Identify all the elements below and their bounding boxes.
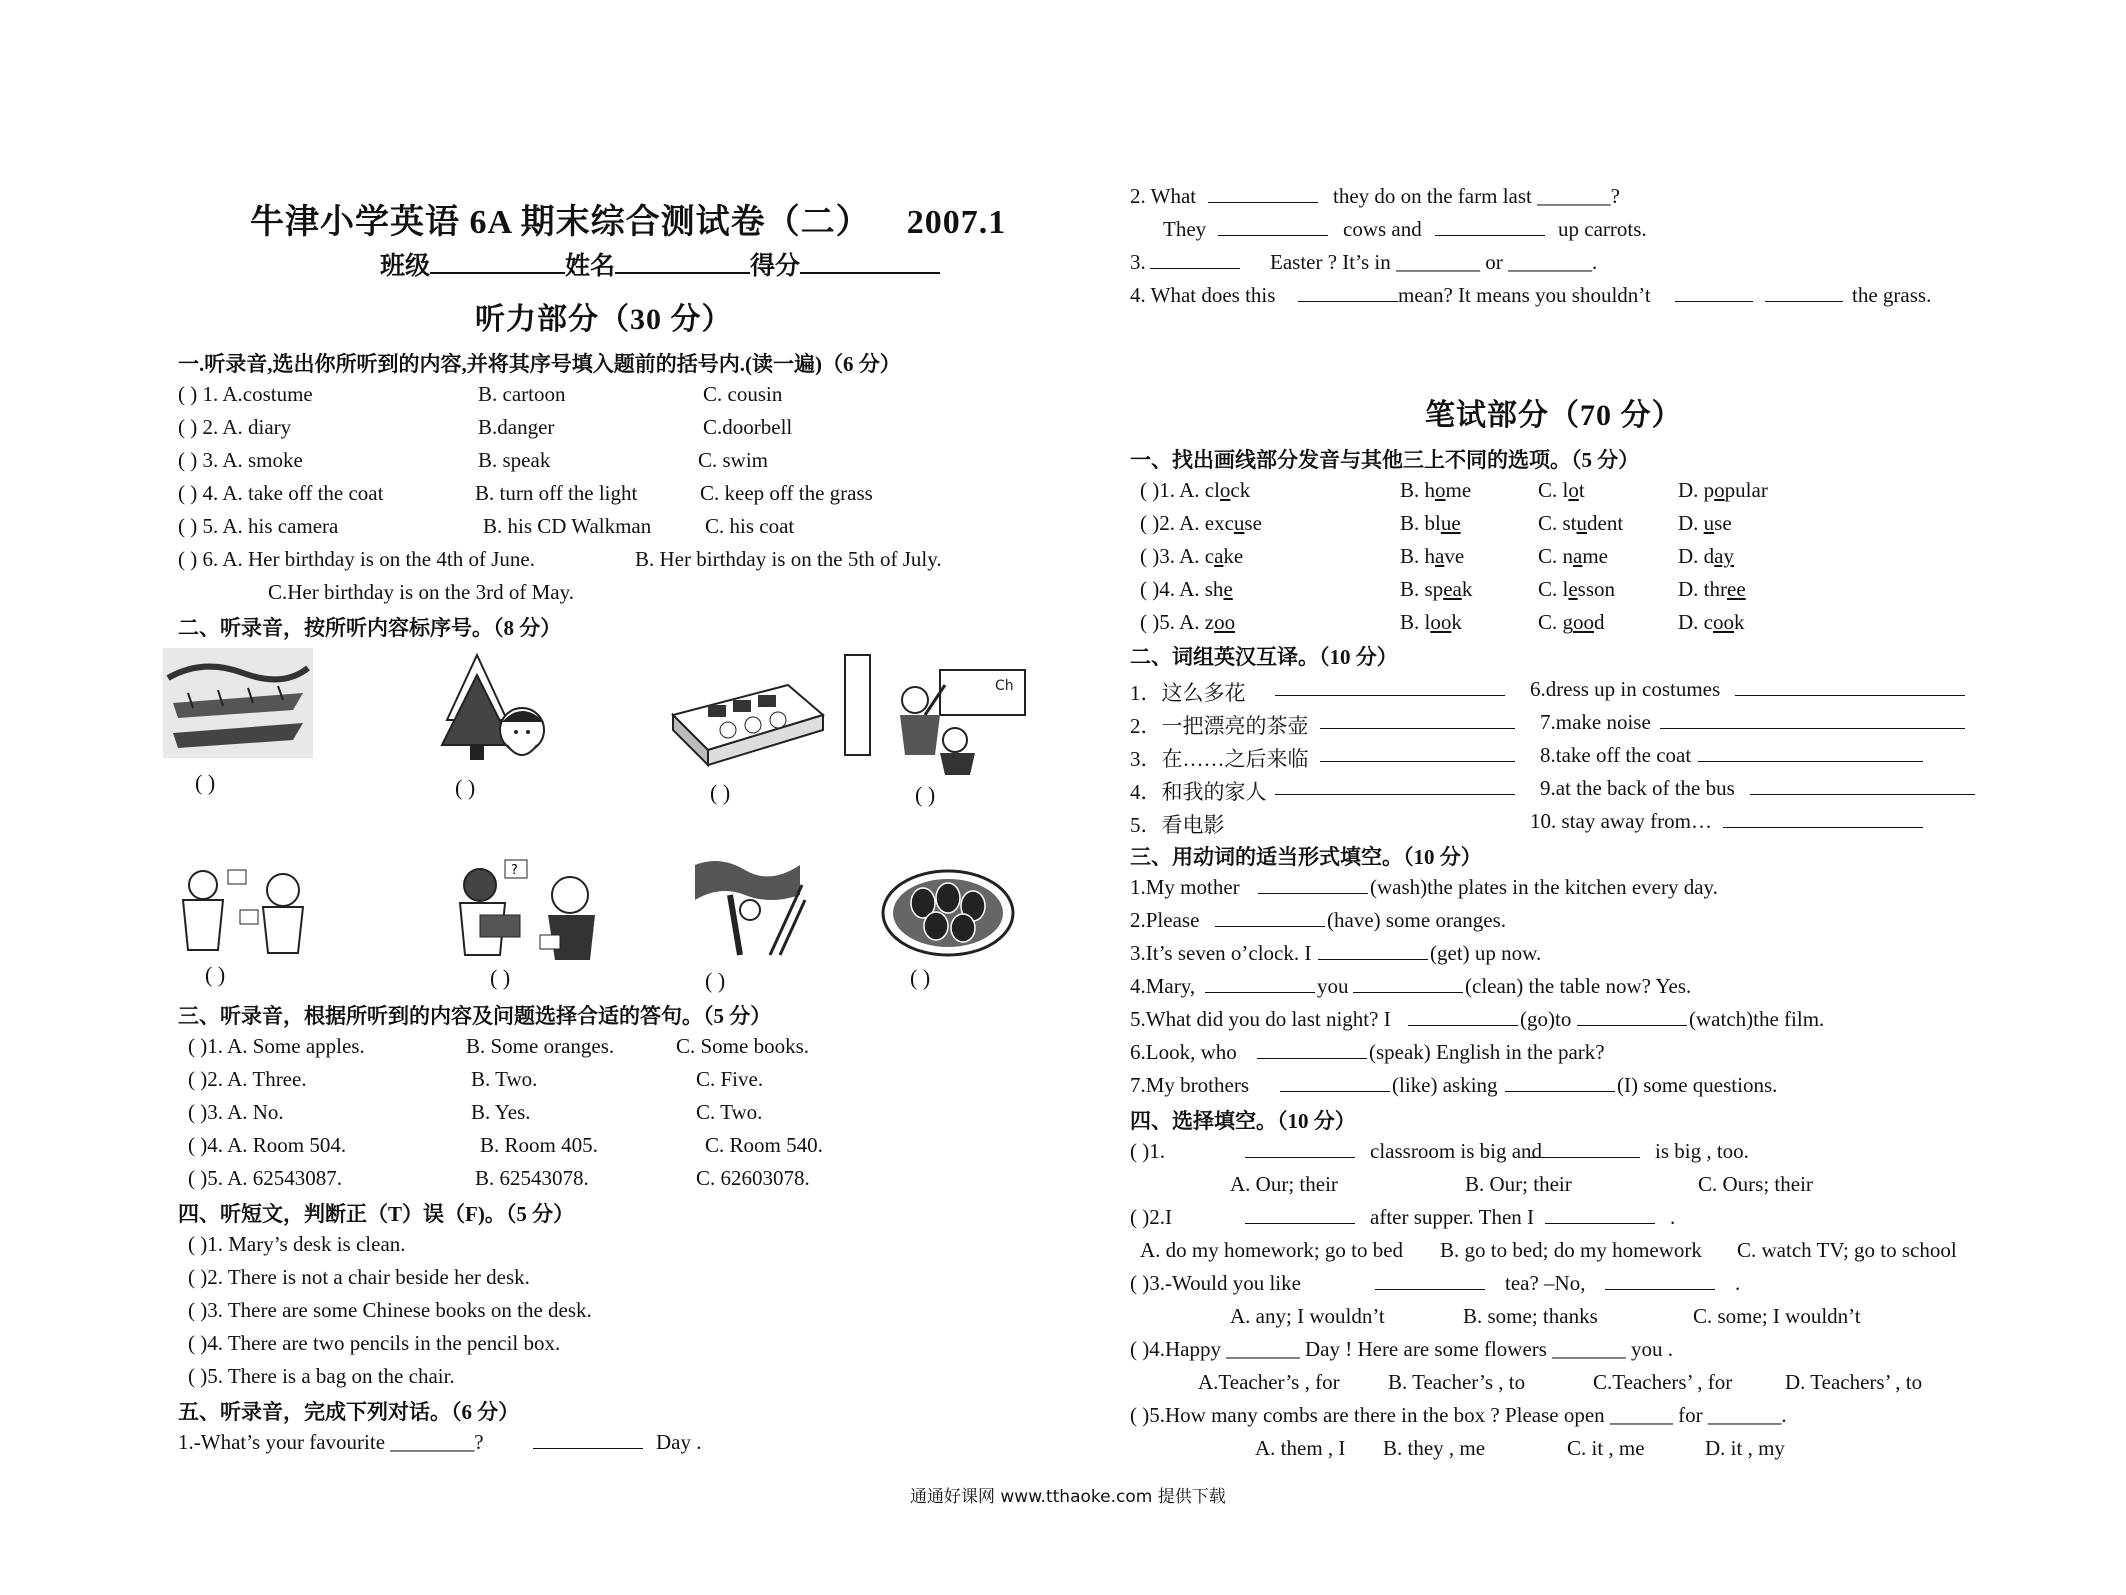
class-blank: [430, 248, 565, 274]
w4-q1-blank2: [1530, 1139, 1640, 1158]
l1-row-3-c: C. swim: [698, 448, 769, 472]
w4-q3-c: .: [1735, 1271, 1741, 1295]
l5-q4-blank2: [1675, 283, 1753, 302]
gift-giving-picture: [450, 855, 610, 960]
w4-q3-a: ( )3.-Would you like: [1130, 1271, 1301, 1295]
l5-q4-b: mean? It means you shouldn’t: [1398, 283, 1651, 307]
w2-row-1-blank-left: [1275, 677, 1505, 696]
w1-row-2-d: D. use: [1678, 511, 1732, 535]
w1-row-1-d: D. popular: [1678, 478, 1768, 502]
w2-row-5-blank-right: [1723, 809, 1923, 828]
writing-part2-title: 二、词组英汉互译。（10 分）: [1130, 645, 1398, 669]
name-blank: [615, 248, 750, 274]
l4-row-5: ( )5. There is a bag on the chair.: [188, 1364, 455, 1388]
w4-q2-blank1: [1245, 1205, 1355, 1224]
listening-heading: 听力部分（30 分）: [475, 303, 733, 336]
l5-q3-a: 3.: [1130, 250, 1146, 274]
l3-row-5-a: ( )5. A. 62543087.: [188, 1166, 342, 1190]
people-talking-picture: [168, 855, 318, 955]
w1-row-5-b: B. look: [1400, 610, 1462, 634]
w2-row-1-right: 6.dress up in costumes: [1530, 677, 1721, 701]
w3-row-7-a: 7.My brothers: [1130, 1073, 1249, 1097]
w3-row-5-c: (watch)the film.: [1689, 1007, 1825, 1031]
l3-row-2-a: ( )2. A. Three.: [188, 1067, 307, 1091]
w4-q1-opt-c: C. Ours; their: [1698, 1172, 1813, 1196]
l5-q4-blank3: [1765, 283, 1843, 302]
w1-row-5-a: ( )5. A. zoo: [1140, 610, 1236, 634]
picture-4-answer: ( ): [915, 782, 936, 807]
l4-row-2: ( )2. There is not a chair beside her desk.: [188, 1265, 530, 1289]
l1-row-2-a: ( ) 2. A. diary: [178, 415, 292, 439]
w2-row-2-left: 2．一把漂亮的茶壶: [1130, 714, 1309, 738]
w3-row-6-a: 6.Look, who: [1130, 1040, 1237, 1064]
christmas-picture: [432, 650, 552, 770]
picture-6-answer: ( ): [490, 965, 511, 990]
l4-row-3: ( )3. There are some Chinese books on the desk.: [188, 1298, 592, 1322]
name-label: 姓名: [565, 253, 616, 280]
chocolate-box-picture: [668, 675, 828, 765]
w4-q4: ( )4.Happy _______ Day ! Here are some flowers _______ you .: [1130, 1337, 1673, 1361]
w4-q5: ( )5.How many combs are there in the box ? Please open ______ for _______.: [1130, 1403, 1787, 1427]
w1-row-5-c: C. good: [1538, 610, 1605, 634]
w1-row-1-c: C. lot: [1538, 478, 1585, 502]
picture-1-answer: ( ): [195, 770, 216, 795]
fruit-basket-picture: [878, 858, 1018, 958]
listening-part3-title: 三、听录音，根据所听到的内容及问题选择合适的答句。（5 分）: [178, 1004, 772, 1028]
w4-q2-opt-b: B. go to bed; do my homework: [1440, 1238, 1702, 1262]
w2-row-2-blank-left: [1320, 710, 1515, 729]
w2-row-1-left: 1．这么多花: [1130, 681, 1246, 705]
w4-q3-opt-c: C. some; I wouldn’t: [1693, 1304, 1861, 1328]
w2-row-3-left: 3．在……之后来临: [1130, 747, 1309, 771]
student-info-row: [380, 246, 940, 282]
w2-row-1-blank-right: [1735, 677, 1965, 696]
w3-row-4-a: 4.Mary,: [1130, 974, 1196, 998]
listening-part5-title: 五、听录音，完成下列对话。（6 分）: [178, 1400, 520, 1424]
picture-7-answer: ( ): [705, 968, 726, 993]
writing-part1-title: 一、找出画线部分发音与其他三上不同的选项。（5 分）: [1130, 448, 1640, 472]
listening-part2-title: 二、听录音，按所听内容标序号。（8 分）: [178, 616, 562, 640]
score-label: 得分: [750, 253, 801, 280]
l5-q3-b: Easter ? It’s in ________ or ________.: [1270, 250, 1598, 274]
w4-q1-opt-b: B. Our; their: [1465, 1172, 1572, 1196]
w3-row-3-b: (get) up now.: [1430, 941, 1542, 965]
w4-q2-c: .: [1670, 1205, 1676, 1229]
w3-row-1-b: (wash)the plates in the kitchen every day.: [1370, 875, 1718, 899]
w2-row-4-right: 9.at the back of the bus: [1540, 776, 1735, 800]
w2-row-4-left: 4．和我的家人: [1130, 780, 1267, 804]
w3-row-6-b: (speak) English in the park?: [1369, 1040, 1605, 1064]
l3-row-3-c: C. Two.: [696, 1100, 763, 1124]
w3-row-1-blank: [1258, 875, 1368, 894]
l5-q2-e: up carrots.: [1558, 217, 1647, 241]
w2-row-4-blank-right: [1750, 776, 1975, 795]
w4-q1-a: ( )1.: [1130, 1139, 1165, 1163]
l1-row-1-a: ( ) 1. A.costume: [178, 382, 313, 406]
l3-row-5-c: C. 62603078.: [696, 1166, 810, 1190]
l3-row-1-c: C. Some books.: [676, 1034, 810, 1058]
w4-q1-blank1: [1245, 1139, 1355, 1158]
w1-row-2-b: B. blue: [1400, 511, 1461, 535]
listening-part4-title: 四、听短文，判断正（T）误（F)。（5 分）: [178, 1202, 575, 1226]
l3-row-2-c: C. Five.: [696, 1067, 764, 1091]
w2-row-3-blank-left: [1320, 743, 1515, 762]
l3-row-4-a: ( )4. A. Room 504.: [188, 1133, 347, 1157]
l1-row-2-c: C.doorbell: [703, 415, 793, 439]
w4-q2-b: after supper. Then I: [1370, 1205, 1535, 1229]
listening-part1-title: 一.听录音,选出你所听到的内容,并将其序号填入题前的括号内.(读一遍)（6 分）: [178, 352, 901, 376]
picture-2-answer: ( ): [455, 775, 476, 800]
l3-row-2-b: B. Two.: [471, 1067, 538, 1091]
l1-row-6-c: C.Her birthday is on the 3rd of May.: [268, 580, 574, 604]
w3-row-2-b: (have) some oranges.: [1327, 908, 1507, 932]
l5-q4-c: the grass.: [1852, 283, 1932, 307]
writing-heading: 笔试部分（70 分）: [1425, 399, 1683, 432]
tree-climbing-picture: [690, 855, 805, 960]
w3-row-5-blank2: [1577, 1007, 1687, 1026]
w3-row-2-blank: [1215, 908, 1325, 927]
score-blank: [800, 248, 940, 274]
l5-q2-a: 2. What: [1130, 184, 1197, 208]
w2-row-4-blank-left: [1275, 776, 1515, 795]
l1-row-3-b: B. speak: [478, 448, 551, 472]
w4-q5-opt-a: A. them , I: [1255, 1436, 1346, 1460]
title-year: 2007.1: [906, 204, 1007, 241]
w3-row-3-blank: [1318, 941, 1428, 960]
l3-row-3-b: B. Yes.: [471, 1100, 531, 1124]
w4-q2-opt-a: A. do my homework; go to bed: [1140, 1238, 1404, 1262]
w4-q5-opt-c: C. it , me: [1567, 1436, 1645, 1460]
w4-q3-blank1: [1375, 1271, 1485, 1290]
w1-row-4-a: ( )4. A. she: [1140, 577, 1233, 601]
l3-row-1-a: ( )1. A. Some apples.: [188, 1034, 365, 1058]
w2-row-5-right: 10. stay away from…: [1530, 809, 1712, 833]
l1-row-6-a: ( ) 6. A. Her birthday is on the 4th of June.: [178, 547, 535, 571]
l3-row-4-c: C. Room 540.: [705, 1133, 823, 1157]
l5-q2-b: they do on the farm last _______?: [1333, 184, 1620, 208]
w1-row-4-d: D. three: [1678, 577, 1746, 601]
w4-q4-opt-b: B. Teacher’s , to: [1388, 1370, 1526, 1394]
l5-q2-blank3: [1435, 217, 1545, 236]
w4-q2-blank2: [1545, 1205, 1655, 1224]
w1-row-3-a: ( )3. A. cake: [1140, 544, 1244, 568]
l5-q3-blank: [1150, 250, 1240, 269]
w4-q3-opt-a: A. any; I wouldn’t: [1230, 1304, 1385, 1328]
w1-row-1-a: ( )1. A. clock: [1140, 478, 1251, 502]
w4-q3-opt-b: B. some; thanks: [1463, 1304, 1598, 1328]
l1-row-5-b: B. his CD Walkman: [483, 514, 652, 538]
w2-row-2-right: 7.make noise: [1540, 710, 1651, 734]
w4-q3-b: tea? –No,: [1505, 1271, 1586, 1295]
class-label: 班级: [380, 253, 431, 280]
w3-row-4-c: (clean) the table now? Yes.: [1465, 974, 1692, 998]
l4-row-1: ( )1. Mary’s desk is clean.: [188, 1232, 406, 1256]
l3-row-3-a: ( )3. A. No.: [188, 1100, 284, 1124]
w4-q2-opt-c: C. watch TV; go to school: [1737, 1238, 1957, 1262]
l5-q4-blank1: [1298, 283, 1398, 302]
w3-row-4-blank1: [1205, 974, 1315, 993]
w1-row-4-c: C. lesson: [1538, 577, 1616, 601]
w1-row-3-d: D. day: [1678, 544, 1734, 568]
footer-credit: 通通好课网 www.tthaoke.com 提供下载: [910, 1487, 1226, 1507]
w3-row-7-b: (like) asking: [1392, 1073, 1498, 1097]
w4-q5-opt-d: D. it , my: [1705, 1436, 1785, 1460]
w4-q3-blank2: [1605, 1271, 1715, 1290]
l5-q2-blank2: [1218, 217, 1328, 236]
l3-row-5-b: B. 62543078.: [475, 1166, 589, 1190]
w3-row-1-a: 1.My mother: [1130, 875, 1240, 899]
w2-row-2-blank-right: [1660, 710, 1965, 729]
l4-row-4: ( )4. There are two pencils in the pencil box.: [188, 1331, 561, 1355]
w1-row-3-b: B. have: [1400, 544, 1465, 568]
l1-row-5-a: ( ) 5. A. his camera: [178, 514, 339, 538]
w4-q1-b: classroom is big and: [1370, 1139, 1543, 1163]
l1-row-4-a: ( ) 4. A. take off the coat: [178, 481, 384, 505]
writing-part4-title: 四、选择填空。（10 分）: [1130, 1109, 1356, 1133]
l1-row-5-c: C. his coat: [705, 514, 795, 538]
l5-q4-a: 4. What does this: [1130, 283, 1276, 307]
w3-row-7-blank1: [1280, 1073, 1390, 1092]
l5-q2-c: They: [1163, 217, 1207, 241]
w3-row-4-b: you: [1317, 974, 1349, 998]
l5-q1-blank: [533, 1430, 643, 1449]
exam-title: [250, 194, 1006, 243]
l5-q1-end: Day .: [656, 1430, 702, 1454]
w4-q5-opt-b: B. they , me: [1383, 1436, 1486, 1460]
picture-3-answer: ( ): [710, 780, 731, 805]
picture-5-answer: ( ): [205, 962, 226, 987]
w4-q4-opt-d: D. Teachers’ , to: [1785, 1370, 1923, 1394]
l1-row-3-a: ( ) 3. A. smoke: [178, 448, 303, 472]
picture-8-answer: ( ): [910, 965, 931, 990]
w4-q1-opt-a: A. Our; their: [1230, 1172, 1338, 1196]
dragon-boat-picture: [163, 648, 313, 758]
l1-row-4-b: B. turn off the light: [475, 481, 638, 505]
w4-q4-opt-c: C.Teachers’ , for: [1593, 1370, 1733, 1394]
l5-q2-blank1: [1208, 184, 1318, 203]
w1-row-4-b: B. speak: [1400, 577, 1473, 601]
w4-q2-a: ( )2.I: [1130, 1205, 1172, 1229]
w4-q4-opt-a: A.Teacher’s , for: [1198, 1370, 1340, 1394]
l1-row-4-c: C. keep off the grass: [700, 481, 873, 505]
w2-row-3-blank-right: [1698, 743, 1923, 762]
w2-row-5-left: 5．看电影: [1130, 813, 1225, 837]
l5-q2-d: cows and: [1343, 217, 1422, 241]
l1-row-2-b: B.danger: [478, 415, 555, 439]
w3-row-5-blank1: [1408, 1007, 1518, 1026]
children-day-picture: [845, 655, 1030, 775]
writing-part3-title: 三、用动词的适当形式填空。（10 分）: [1130, 845, 1482, 869]
w4-q1-c: is big , too.: [1655, 1139, 1749, 1163]
w2-row-3-right: 8.take off the coat: [1540, 743, 1692, 767]
l3-row-1-b: B. Some oranges.: [466, 1034, 615, 1058]
l1-row-1-c: C. cousin: [703, 382, 783, 406]
w3-row-2-a: 2.Please: [1130, 908, 1200, 932]
w3-row-7-blank2: [1505, 1073, 1615, 1092]
l3-row-4-b: B. Room 405.: [480, 1133, 598, 1157]
w1-row-2-a: ( )2. A. excuse: [1140, 511, 1262, 535]
l1-row-6-b: B. Her birthday is on the 5th of July.: [635, 547, 942, 571]
w3-row-4-blank2: [1353, 974, 1463, 993]
l5-q1-text: 1.-What’s your favourite ________?: [178, 1430, 484, 1454]
w3-row-5-b: (go)to: [1520, 1007, 1572, 1031]
w1-row-1-b: B. home: [1400, 478, 1472, 502]
title-text: 牛津小学英语 6A 期末综合测试卷（二）: [250, 204, 871, 241]
w1-row-3-c: C. name: [1538, 544, 1608, 568]
w1-row-2-c: C. student: [1538, 511, 1624, 535]
l1-row-1-b: B. cartoon: [478, 382, 566, 406]
w3-row-5-a: 5.What did you do last night? I: [1130, 1007, 1391, 1031]
w1-row-5-d: D. cook: [1678, 610, 1745, 634]
svg-text:Ch: Ch: [995, 678, 1014, 694]
w3-row-6-blank: [1257, 1040, 1367, 1059]
w3-row-7-c: (I) some questions.: [1617, 1073, 1778, 1097]
w3-row-3-a: 3.It’s seven o’clock. I: [1130, 941, 1312, 965]
svg-text:?: ?: [511, 863, 518, 878]
